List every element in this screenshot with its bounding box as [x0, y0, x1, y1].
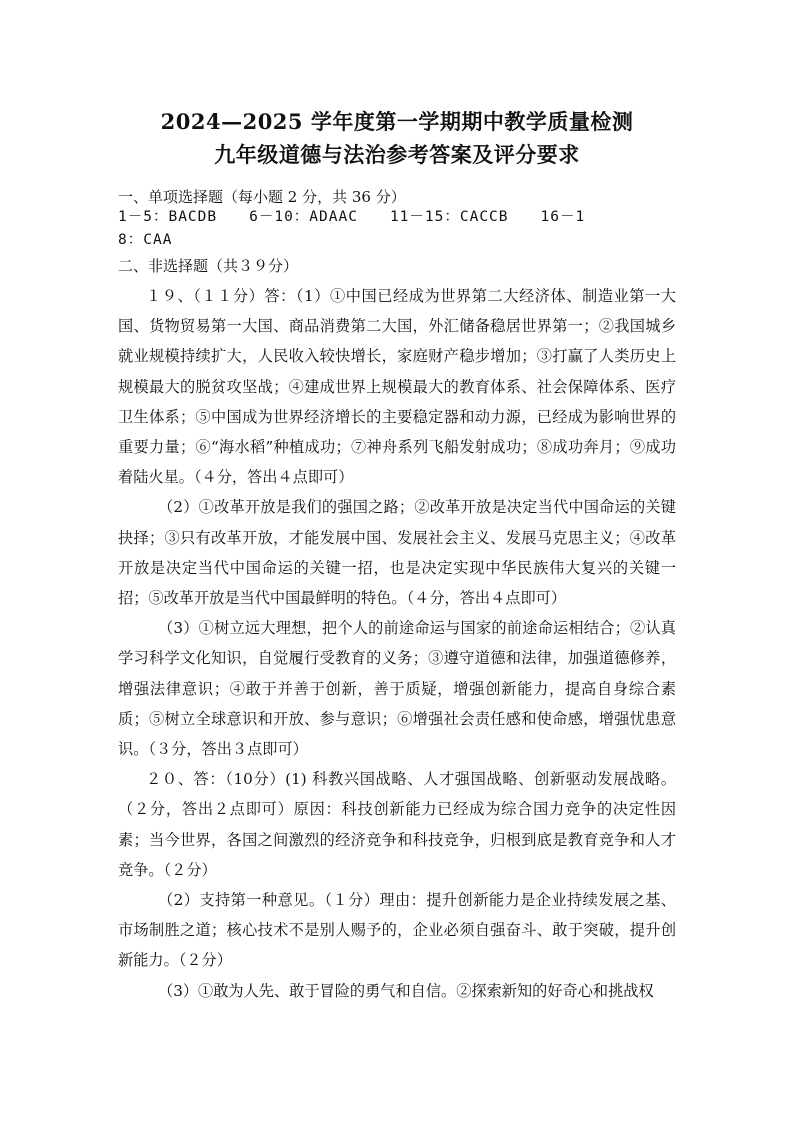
answers-row	[118, 229, 678, 252]
answer-group: 1－5：BACDB	[118, 209, 218, 225]
answer-group: 16－1	[540, 209, 586, 225]
question-19-part-1: １９、（１１分）答：（1）①中国已经成为世界第二大经济体、制造业第一大国、货物贸易第一大国、商品消费第二大国，外汇储备稳居世界第一；②我国城乡就业规模持续扩大，人民收入较快增长，家庭财产稳步增加；③打赢了人类历史上规模最大的脱贫攻坚战；④建成世界上规模最大的教育体系、社会保障体系、医疗卫生体系；⑤中国成为世界经济增长的主要稳定器和动力源，已经成为影响世界的重要力量；⑥“海水稻”种植成功；⑦神舟系列飞船发射成功；⑧成功奔月；⑨成功着陆火星。（４分，答出４点即可）	[118, 287, 676, 487]
answer-body	[118, 281, 676, 1006]
multiple-choice-answers	[118, 206, 678, 252]
document-title: 2024—2025 学年度第一学期期中教学质量检测	[160, 109, 634, 134]
section-heading-non-choice: 二、非选择题（共３９分）	[118, 257, 299, 275]
question-20-part-2: （2）支持第一种意见。（１分）理由：提升创新能力是企业持续发展之基、市场制胜之道；核心技术不是别人赐予的，企业必须自强奋斗、敢于突破，提升创新能力。（２分）	[118, 891, 676, 970]
question-19-part-2: （2）①改革开放是我们的强国之路；②改革开放是决定当代中国命运的关键抉择；③只有改革开放，才能发展中国、发展社会主义、发展马克思主义；④改革开放是决定当代中国命运的关键一招，也是决定实现中华民族伟大复兴的关键一招；⑤改革开放是当代中国最鲜明的特色。（４分，答出４点即可）	[118, 498, 676, 608]
answer-group: 6－10：ADAAC	[249, 209, 358, 225]
answer-group: 8：CAA	[118, 232, 173, 248]
question-19-part-3: （3）①树立远大理想，把个人的前途命运与国家的前途命运相结合；②认真学习科学文化知识，自觉履行受教育的义务；③遵守道德和法律，加强道德修养，增强法律意识；④敢于并善于创新，善于质疑，增强创新能力，提高自身综合素质；⑤树立全球意识和开放、参与意识；⑥增强社会责任感和使命感，增强忧患意识。（３分，答出３点即可）	[118, 619, 676, 759]
answer-group: 11－15：CACCB	[389, 209, 509, 225]
question-20-part-3: （3）①敢为人先、敢于冒险的勇气和自信。②探索新知的好奇心和挑战权	[158, 981, 654, 1000]
section-heading-multiple-choice: 一、单项选择题（每小题 2 分，共 36 分）	[118, 188, 406, 206]
document-subtitle: 九年级道德与法治参考答案及评分要求	[214, 142, 580, 167]
question-20-part-1: ２０、答：（10分）(1) 科教兴国战略、人才强国战略、创新驱动发展战略。（２分，答出２点即可）原因：科技创新能力已经成为综合国力竞争的决定性因素；当今世界，各国之间激烈的经济竞争和科技竞争，归根到底是教育竞争和人才竞争。（２分）	[118, 770, 676, 879]
answers-row	[118, 206, 678, 229]
